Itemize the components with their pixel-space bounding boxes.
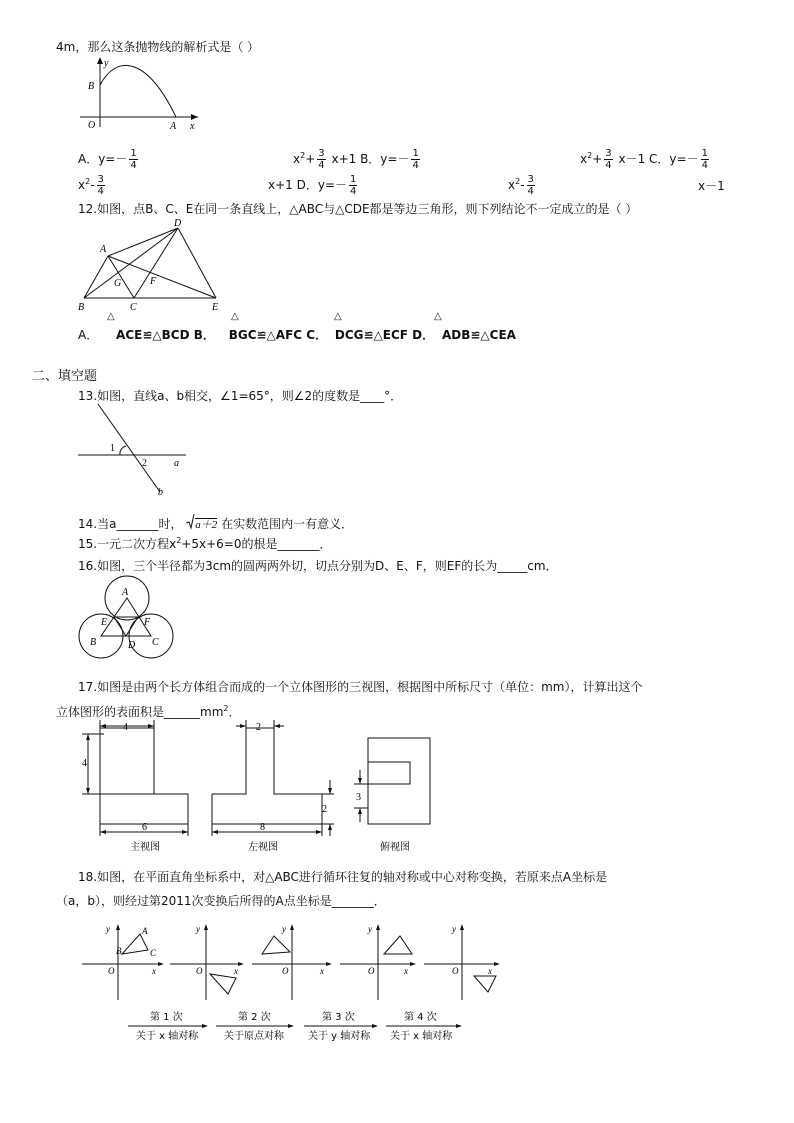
q12-label-D: D xyxy=(174,218,182,229)
q12-tri-4: △ xyxy=(434,311,442,322)
q13-label-1: 1 xyxy=(110,443,115,454)
q18-label-y: y xyxy=(106,924,110,934)
q17-caption-front: 主视图 xyxy=(130,842,160,853)
q18-step1-desc: 关于 x 轴对称 xyxy=(136,1031,199,1042)
q12-options: A． ACE≌△BCD B． BGC≌△AFC C． DCG≌△ECF D． ADB≌△CEA xyxy=(78,328,516,342)
q16-label-D: D xyxy=(128,640,136,651)
q17-dim-6: 6 xyxy=(142,822,147,833)
q11-optA: A．y=－ $\frac{1}{4}$ xyxy=(78,148,137,171)
q17-line2: 立体图形的表面积是$\_\_\_\_\_\_mm^2$． xyxy=(56,704,241,719)
q12-label-B: B xyxy=(78,302,85,313)
q11-label-B: B xyxy=(88,81,95,92)
q11-label-y: y xyxy=(104,58,109,69)
q18-step4-desc: 关于 x 轴对称 xyxy=(390,1031,453,1042)
q12-stem: 12.如图，点B、C、E在同一条直线上，△ABC与△CDE都是等边三角形，则下列结论不一定成立的是（ ） xyxy=(78,202,638,216)
q17-dim-2-top: 2 xyxy=(256,722,261,733)
q18-p5-O: O xyxy=(452,966,459,976)
q14-text: 14.当a_______时， a＋2 在实数范围内一有意义． xyxy=(78,515,353,532)
q17-caption-left: 左视图 xyxy=(248,842,278,853)
q16-label-A: A xyxy=(122,587,129,598)
q16-circles-figure xyxy=(76,574,176,664)
q18-p5-y: y xyxy=(452,924,456,934)
q18-line2: （a，b），则经过第2011次变换后所得的A点坐标是_______． xyxy=(56,894,386,908)
q17-dim-4-top: 4 xyxy=(123,722,128,733)
q18-step3-desc: 关于 y 轴对称 xyxy=(308,1031,371,1042)
q16-label-E: E xyxy=(101,617,108,628)
q18-label-A: A xyxy=(142,926,148,936)
q18-label-C: C xyxy=(150,948,157,958)
q18-p3-x: x xyxy=(320,966,324,976)
q12-tri-1: △ xyxy=(107,311,115,322)
q12-label-E: E xyxy=(212,302,219,313)
q18-p2-x: x xyxy=(234,966,238,976)
q11-optD-end: x－1 xyxy=(698,179,725,193)
q18-transform-figure xyxy=(78,922,508,1050)
q12-label-F: F xyxy=(150,276,157,287)
q15-text: 15.一元二次方程$x^2+5x+6=0$的根是_______． xyxy=(78,536,332,551)
q11-parabola-figure xyxy=(76,55,206,133)
q17-dim-3: 3 xyxy=(356,792,361,803)
q13-lines-figure xyxy=(76,400,196,500)
q11-optA-rest: $x^2+$ $\frac{3}{4}$ x+1 B．y=－ $\frac{1}{4}$ xyxy=(293,148,419,171)
q16-label-B: B xyxy=(90,637,97,648)
q11-label-O: O xyxy=(88,120,96,131)
q18-step2-label: 第 2 次 xyxy=(238,1012,271,1023)
q17-dim-4-left: 4 xyxy=(82,758,87,769)
q12-label-G: G xyxy=(114,278,122,289)
q11-label-x: x xyxy=(190,121,195,132)
q17-three-views-figure xyxy=(78,718,438,858)
q16-stem: 16.如图，三个半径都为3cm的圆两两外切，切点分别为D、E、F，则EF的长为_____cm． xyxy=(78,559,558,573)
q11-optC-rest: $x^2-$ $\frac{3}{4}$ xyxy=(78,174,104,197)
q14-radical: a＋2 xyxy=(186,516,217,532)
q13-label-b: b xyxy=(158,487,163,498)
q18-label-x: x xyxy=(152,966,156,976)
q18-line1: 18.如图，在平面直角坐标系中，对△ABC进行循环往复的轴对称或中心对称变换，若原来点A坐标是 xyxy=(78,870,608,884)
q13-stem: 13.如图，直线a、b相交，∠1=65°，则∠2的度数是____°． xyxy=(78,389,403,403)
q11-label-A: A xyxy=(170,121,177,132)
q18-label-B: B xyxy=(116,946,122,956)
q11-optD: x+1 D．y=－ $\frac{1}{4}$ xyxy=(268,174,357,197)
q18-step4-label: 第 4 次 xyxy=(404,1012,437,1023)
section-fill-blank-heading: 二、填空题 xyxy=(32,369,98,384)
q18-step1-label: 第 1 次 xyxy=(150,1012,183,1023)
q12-label-C: C xyxy=(130,302,137,313)
q12-tri-2: △ xyxy=(231,311,239,322)
q13-label-2: 2 xyxy=(142,458,147,469)
q18-p2-O: O xyxy=(196,966,203,976)
q12-label-A: A xyxy=(100,244,107,255)
q11-optB-rest: $x^2+$ $\frac{3}{4}$ x－1 C．y=－ $\frac{1}{4}$ xyxy=(580,148,708,171)
q18-step2-desc: 关于原点对称 xyxy=(224,1031,284,1042)
q18-step3-label: 第 3 次 xyxy=(322,1012,355,1023)
q18-p2-y: y xyxy=(196,924,200,934)
q11-optD-rest: $x^2-$ $\frac{3}{4}$ xyxy=(508,174,534,197)
q17-dim-8: 8 xyxy=(260,822,265,833)
q17-line1: 17.如图是由两个长方体组合而成的一个立体图形的三视图，根据图中所标尺寸（单位：mm），计算出这个 xyxy=(78,680,643,694)
q18-p4-x: x xyxy=(404,966,408,976)
q13-label-a: a xyxy=(174,458,179,469)
q18-p4-O: O xyxy=(368,966,375,976)
q16-label-C: C xyxy=(152,637,159,648)
q18-p5-x: x xyxy=(488,966,492,976)
q18-p3-y: y xyxy=(282,924,286,934)
q17-caption-top: 俯视图 xyxy=(380,842,410,853)
q18-p4-y: y xyxy=(368,924,372,934)
q18-p3-O: O xyxy=(282,966,289,976)
q17-dim-2-right: 2 xyxy=(322,804,327,815)
q12-triangles-figure xyxy=(74,216,234,316)
q11-stem: 4m，那么这条抛物线的解析式是（ ） xyxy=(56,40,260,54)
q16-label-F: F xyxy=(144,617,151,628)
q18-label-O: O xyxy=(108,966,115,976)
q12-tri-3: △ xyxy=(334,311,342,322)
